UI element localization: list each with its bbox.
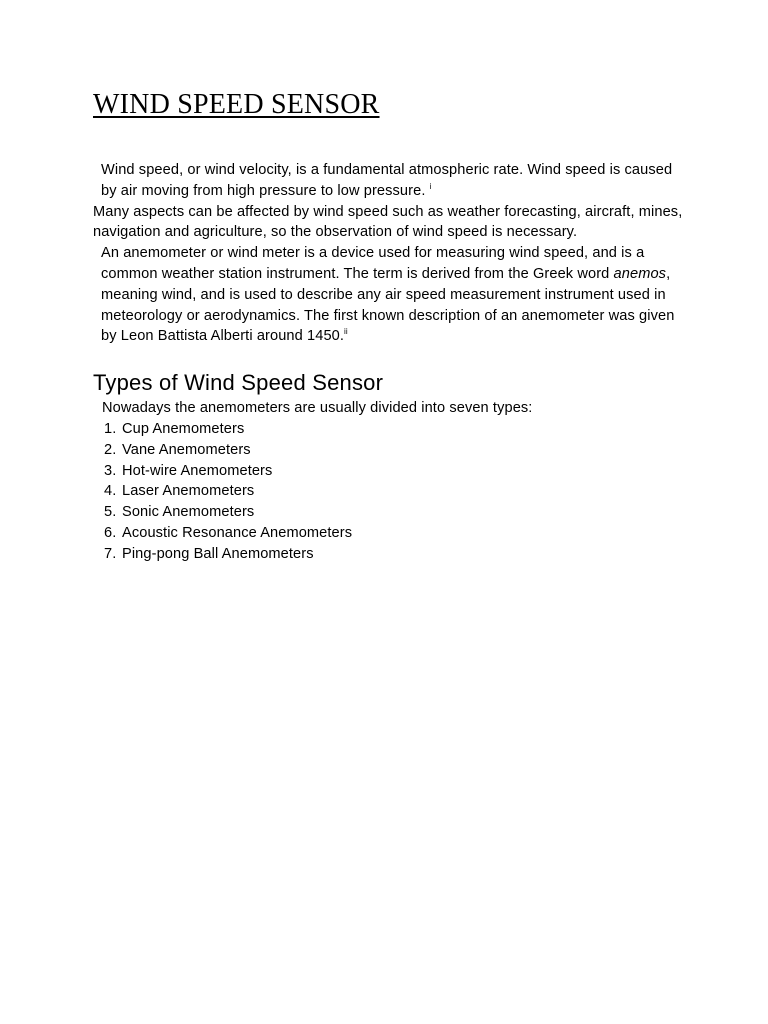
list-item-number: 7. <box>104 545 117 562</box>
list-item-label: Cup Anemometers <box>122 420 245 437</box>
list-item-label: Ping-pong Ball Anemometers <box>122 545 314 562</box>
list-item-label: Acoustic Resonance Anemometers <box>122 524 353 541</box>
footnote-ref-i[interactable]: i <box>429 181 432 191</box>
list-item-number: 4. <box>104 483 117 500</box>
intro-paragraph-3-text-a: An anemometer or wind meter is a device used for measuring wind speed, and is a common weather station instrument. The term is derived from the Greek word <box>101 245 645 282</box>
footnote-ref-ii[interactable]: ii <box>344 327 348 337</box>
intro-paragraph-3-text-b: , meaning wind, and is used to describe any air speed measurement instrument used in meteorology or aerodynamics. The first known description of an anemometer was given by Leon Battista Alberti around 1450. <box>101 265 675 345</box>
list-item-number: 3. <box>104 462 117 479</box>
document-title: WIND SPEED SENSOR <box>93 89 380 120</box>
list-item <box>93 440 683 461</box>
list-item <box>93 523 683 544</box>
intro-paragraph-1-text: Wind speed, or wind velocity, is a fundamental atmospheric rate. Wind speed is caused by air moving from high pressure to low pressure. <box>101 162 673 199</box>
list-item-label: Vane Anemometers <box>122 441 251 458</box>
types-intro: Nowadays the anemometers are usually divided into seven types: <box>102 400 533 417</box>
list-item <box>93 544 683 565</box>
greek-word-anemos: anemos <box>613 265 667 282</box>
list-item-number: 5. <box>104 504 117 521</box>
intro-paragraph-3 <box>93 243 683 347</box>
document-page <box>93 88 683 565</box>
list-item <box>93 419 683 440</box>
intro-paragraph-1 <box>93 160 683 202</box>
intro-paragraph-2: Many aspects can be affected by wind speed such as weather forecasting, aircraft, mines, navigation and agriculture, so the observation of wind speed is necessary. <box>93 203 683 241</box>
list-item-number: 1. <box>104 420 117 437</box>
list-item <box>93 481 683 502</box>
list-item-label: Sonic Anemometers <box>122 504 255 521</box>
anemometer-types-list <box>93 419 683 565</box>
list-item-label: Hot-wire Anemometers <box>122 462 273 479</box>
list-item-label: Laser Anemometers <box>122 483 255 500</box>
list-item-number: 6. <box>104 524 117 541</box>
list-item-number: 2. <box>104 441 117 458</box>
list-item <box>93 502 683 523</box>
types-section-heading: Types of Wind Speed Sensor <box>93 370 384 396</box>
list-item <box>93 461 683 482</box>
